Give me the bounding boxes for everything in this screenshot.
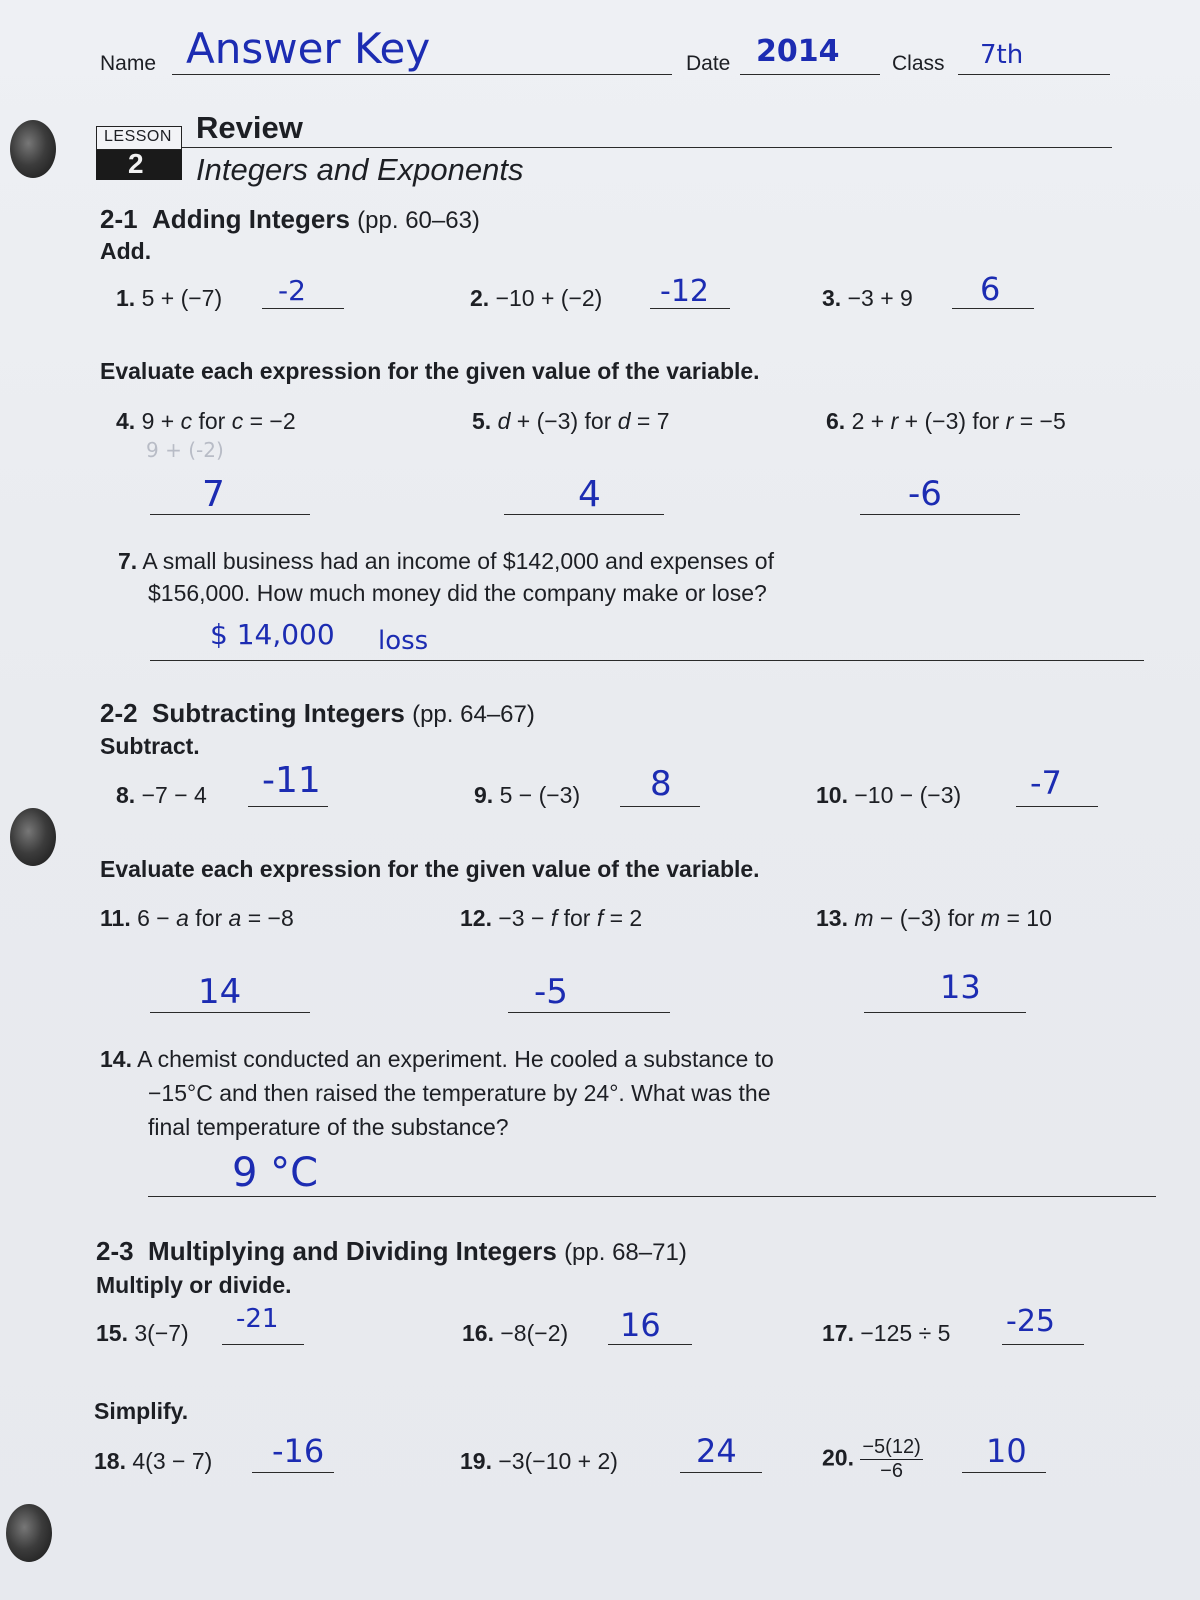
- section-title: Subtracting Integers: [152, 698, 405, 728]
- answer-3: 6: [980, 270, 1001, 308]
- work-4: 9 + (-2): [146, 438, 224, 462]
- section-pages: (pp. 64–67): [412, 701, 535, 728]
- problem-3: 3. −3 + 9: [822, 285, 913, 311]
- answer-line-19: [680, 1472, 762, 1473]
- section-2-2-instruction: Subtract.: [100, 733, 200, 759]
- answer-line-16: [608, 1344, 692, 1345]
- answer-line-8: [248, 806, 328, 807]
- section-number: 2-2: [100, 698, 138, 728]
- answer-line-14: [148, 1196, 1156, 1197]
- answer-19: 24: [696, 1432, 737, 1470]
- answer-11: 14: [198, 972, 242, 1012]
- lesson-number: 2: [128, 148, 144, 179]
- answer-5: 4: [578, 474, 601, 515]
- answer-line-4: [150, 514, 310, 515]
- problem-20: 20. $\frac{-5(12)}{-6}$: [822, 1436, 921, 1482]
- answer-6: -6: [908, 474, 942, 514]
- class-label: Class: [892, 52, 945, 75]
- problem-6: 6. 2 + r + (−3) for r = −5: [826, 408, 1066, 434]
- answer-line-13: [864, 1012, 1026, 1013]
- answer-8: -11: [262, 760, 321, 801]
- problem-1: 1. 5 + (−7): [116, 285, 223, 311]
- lesson-subtitle: Integers and Exponents: [196, 152, 524, 187]
- section-2-3-heading: [96, 1236, 687, 1267]
- answer-15: -21: [236, 1304, 279, 1334]
- problem-15: 15. 3(−7): [96, 1320, 189, 1346]
- fraction-numerator: −5(12): [862, 1436, 921, 1458]
- section-number: 2-1: [100, 204, 138, 234]
- lesson-tag: LESSON: [104, 128, 172, 145]
- date-value: 2014: [756, 34, 840, 69]
- answer-16: 16: [620, 1306, 661, 1344]
- class-value: 7th: [980, 40, 1024, 70]
- problem-4: 4. 9 + c for c = −2: [116, 408, 296, 434]
- problem-14-line-3: final temperature of the substance?: [148, 1114, 509, 1140]
- problem-11: 11. 6 − a for a = −8: [100, 905, 294, 931]
- answer-line-15: [222, 1344, 304, 1345]
- lesson-title: Review: [196, 110, 303, 145]
- answer-4: 7: [202, 474, 225, 515]
- problem-13: 13. m − (−3) for m = 10: [816, 905, 1052, 931]
- answer-line-9: [620, 806, 700, 807]
- problem-17: 17. −125 ÷ 5: [822, 1320, 951, 1346]
- problem-12: 12. −3 − f for f = 2: [460, 905, 643, 931]
- problem-14-line-1: 14. A chemist conducted an experiment. He cooled a substance to: [100, 1046, 774, 1072]
- answer-1: -2: [278, 274, 306, 307]
- section-pages: (pp. 68–71): [564, 1239, 687, 1266]
- answer-line-1: [262, 308, 344, 309]
- class-line: [958, 74, 1110, 75]
- problem-5: 5. d + (−3) for d = 7: [472, 408, 670, 434]
- section-2-1-heading: [100, 204, 480, 235]
- lesson-title-rule: [182, 147, 1112, 148]
- section-title: Multiplying and Dividing Integers: [148, 1236, 557, 1266]
- answer-9: 8: [650, 764, 672, 804]
- problem-8: 8. −7 − 4: [116, 782, 207, 808]
- section-2-1-eval-instruction: Evaluate each expression for the given value of the variable.: [100, 358, 760, 384]
- answer-line-6: [860, 514, 1020, 515]
- problem-18: 18. 4(3 − 7): [94, 1448, 213, 1474]
- section-2-3-instruction: Multiply or divide.: [96, 1272, 292, 1298]
- binder-hole-bottom: [6, 1504, 52, 1562]
- binder-hole-top: [10, 120, 56, 178]
- answer-18: -16: [272, 1432, 325, 1470]
- answer-line-17: [1002, 1344, 1084, 1345]
- problem-10: 10. −10 − (−3): [816, 782, 962, 808]
- problem-7-line-2: $156,000. How much money did the company make or lose?: [148, 580, 767, 606]
- answer-line-10: [1016, 806, 1098, 807]
- answer-12: -5: [534, 972, 568, 1012]
- answer-line-7: [150, 660, 1144, 661]
- answer-line-18: [252, 1472, 334, 1473]
- name-value: Answer Key: [186, 24, 431, 73]
- name-line: [172, 74, 672, 75]
- answer-20: 10: [986, 1432, 1027, 1470]
- answer-10: -7: [1030, 764, 1062, 802]
- answer-13: 13: [940, 968, 981, 1006]
- section-2-3-simplify-instruction: Simplify.: [94, 1398, 189, 1424]
- problem-14-line-2: −15°C and then raised the temperature by 24°. What was the: [148, 1080, 771, 1106]
- section-2-2-eval-instruction: Evaluate each expression for the given value of the variable.: [100, 856, 760, 882]
- name-label: Name: [100, 52, 157, 75]
- date-label: Date: [686, 52, 731, 75]
- date-line: [740, 74, 880, 75]
- answer-line-20: [962, 1472, 1046, 1473]
- section-2-1-instruction: Add.: [100, 238, 152, 264]
- problem-16: 16. −8(−2): [462, 1320, 569, 1346]
- fraction: [860, 1436, 922, 1483]
- section-2-2-heading: [100, 698, 535, 729]
- answer-7-result: loss: [378, 626, 429, 656]
- answer-7-amount: $ 14,000: [210, 618, 335, 651]
- answer-line-11: [150, 1012, 310, 1013]
- section-pages: (pp. 60–63): [357, 207, 480, 234]
- answer-line-12: [508, 1012, 670, 1013]
- answer-2: -12: [660, 274, 709, 309]
- answer-17: -25: [1006, 1304, 1055, 1339]
- problem-2: 2. −10 + (−2): [470, 285, 603, 311]
- section-title: Adding Integers: [152, 204, 350, 234]
- fraction-denominator: −6: [880, 1460, 903, 1482]
- answer-14: 9 °C: [232, 1150, 319, 1196]
- binder-hole-middle: [10, 808, 56, 866]
- problem-9: 9. 5 − (−3): [474, 782, 581, 808]
- problem-19: 19. −3(−10 + 2): [460, 1448, 618, 1474]
- problem-7-line-1: 7. A small business had an income of $142,000 and expenses of: [118, 548, 774, 574]
- answer-line-3: [952, 308, 1034, 309]
- section-number: 2-3: [96, 1236, 134, 1266]
